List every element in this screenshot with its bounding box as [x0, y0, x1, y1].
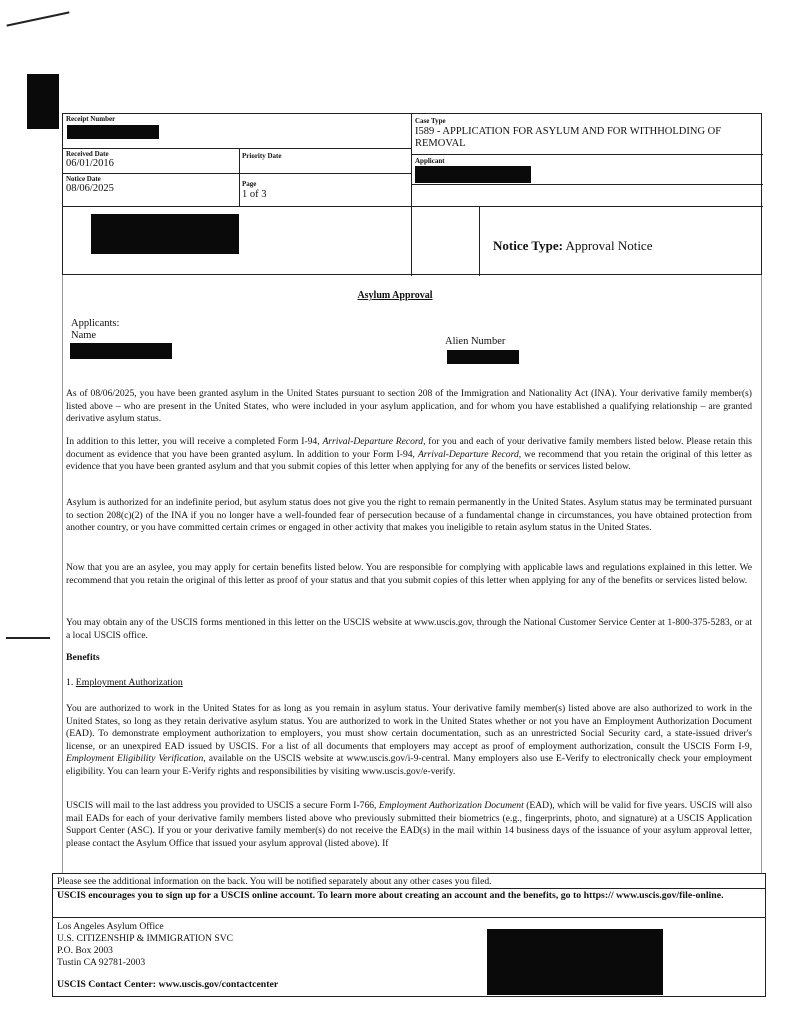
notice-header-table [62, 113, 762, 275]
paragraph-uscis-forms: You may obtain any of the USCIS forms mentioned in this letter on the USCIS website at www.uscis.gov, through the National Customer Service Center at 1-800-375-5283, or at a local USCIS office. [66, 617, 752, 641]
section-title: Asylum Approval [357, 290, 433, 301]
redacted-mailing-address [487, 929, 663, 995]
redaction-corner-block [27, 74, 59, 129]
redacted-receipt-number [67, 125, 159, 139]
paragraph-ead-mailing: USCIS will mail to the last address you provided to USCIS a secure Form I-766, Employment Authorization Document (EAD), which will be valid for five years. USCIS will also mail EADs for each of your derivative family members listed above who previously submitted their biometrics (e.g., fingerprints, photo, and signature) at a USCIS Application Support Center (ASC). If you or your derivative family member(s) do not receive the EAD(s) in the mail within 14 business days of the issuance of your asylum approval letter, please contact the Asylum Office that issued your asylum approval (listed above). If [66, 800, 752, 849]
footer-box [52, 873, 766, 997]
notice-type-label: Notice Type: [493, 238, 563, 253]
applicants-label: Applicants: [71, 318, 120, 329]
case-type-label: Case Type [415, 117, 446, 125]
paragraph-employment-authorization: You are authorized to work in the United States for as long as you remain in asylum status. Your derivative family member(s) listed above are also authorized to work in the United States, so long as they retain derivative asylum status. You are authorized to work in the United States whether or not you have an Employment Authorization Document (EAD). To demonstrate employment authorization to employers, you must show certain documentation, such as an unrestricted Social Security card, a state-issued driver's license, or an unexpired EAD issued by USCIS. For a list of all documents that employers may accept as proof of employment authorization, consult the USCIS Form I-9, Employment Eligibility Verification, available on the USCIS website at www.uscis.gov/i-9-central. Many employers also use E-Verify to electronically check your employment eligibility. You can learn your E-Verify rights and responsibilities by visiting www.uscis.gov/e-verify. [66, 703, 752, 777]
page-value: 1 of 3 [242, 189, 267, 200]
receipt-number-label: Receipt Number [66, 115, 116, 123]
page-label: Page [242, 180, 257, 188]
employment-authorization-heading: 1. Employment Authorization [66, 677, 183, 688]
notice-type [493, 238, 652, 254]
received-date-label: Received Date [66, 150, 109, 158]
left-border-line [62, 275, 63, 873]
paragraph-indefinite-period: Asylum is authorized for an indefinite period, but asylum status does not give you the right to remain permanently in the United States. Asylum status may be terminated pursuant to section 208(c)(2) of the INA if you no longer have a well-founded fear of persecution because of a fundamental change in circumstances, you have obtained protection from another country, or you have committed certain crimes or engaged in other activity that makes you ineligible to retain asylum status in the United States. [66, 497, 752, 534]
paragraph-asylum-granted: As of 08/06/2025, you have been granted asylum in the United States pursuant to section 208 of the Immigration and Nationality Act (INA). Your derivative family member(s) listed above – who are present in the United States, who were included in your asylum application, and for whom you have established a qualifying relationship – are granted derivative asylum status. [66, 388, 752, 425]
priority-date-label: Priority Date [242, 152, 282, 160]
online-account-text: USCIS encourages you to sign up for a USCIS online account. To learn more about creating an account and the benefits, go to https:// www.uscis.gov/file-online. [57, 890, 724, 901]
case-type-value: I589 - APPLICATION FOR ASYLUM AND FOR WITHHOLDING OF REMOVAL [415, 126, 722, 149]
scan-pen-mark [6, 11, 69, 26]
scan-hole-punch-mark [6, 637, 50, 639]
applicant-label: Applicant [415, 157, 445, 165]
paragraph-asylee-benefits: Now that you are an asylee, you may apply for certain benefits listed below. You are responsible for complying with applicable laws and regulations explained in this letter. We recommend that you retain the original of this letter as proof of your status and that you submit copies of this letter when applying for any of the benefits or services listed below. [66, 562, 752, 586]
paragraph-form-i94: In addition to this letter, you will receive a completed Form I-94, Arrival-Departure Record, for you and each of your derivative family members listed below. Please retain this document as evidence that you have been granted asylum. In addition to your Form I-94, Arrival-Departure Record, we recommend that you retain the original of this letter as evidence that you have been granted asylum and that you submit copies of this letter when applying for any of the benefits or services listed below. [66, 436, 753, 473]
redacted-applicant-name [415, 166, 531, 183]
right-border-line [761, 275, 762, 873]
office-city-zip: Tustin CA 92781-2003 [57, 957, 146, 968]
redacted-applicant-list-name [70, 343, 172, 359]
benefits-heading: Benefits [66, 652, 100, 663]
redacted-alien-number [447, 350, 519, 364]
office-agency: U.S. CITIZENSHIP & IMMIGRATION SVC [57, 933, 234, 944]
received-date-value: 06/01/2016 [66, 158, 114, 169]
redacted-barcode [91, 214, 239, 254]
office-po-box: P.O. Box 2003 [57, 945, 113, 956]
notice-date-label: Notice Date [66, 175, 101, 183]
alien-number-label: Alien Number [445, 336, 506, 347]
name-label: Name [71, 330, 97, 341]
office-name: Los Angeles Asylum Office [57, 921, 164, 932]
notice-date-value: 08/06/2025 [66, 183, 114, 194]
contact-center-text: USCIS Contact Center: www.uscis.gov/contactcenter [57, 979, 279, 990]
additional-info-text: Please see the additional information on the back. You will be notified separately about any other cases you filed. [57, 876, 492, 887]
notice-type-value: Approval Notice [565, 238, 653, 253]
